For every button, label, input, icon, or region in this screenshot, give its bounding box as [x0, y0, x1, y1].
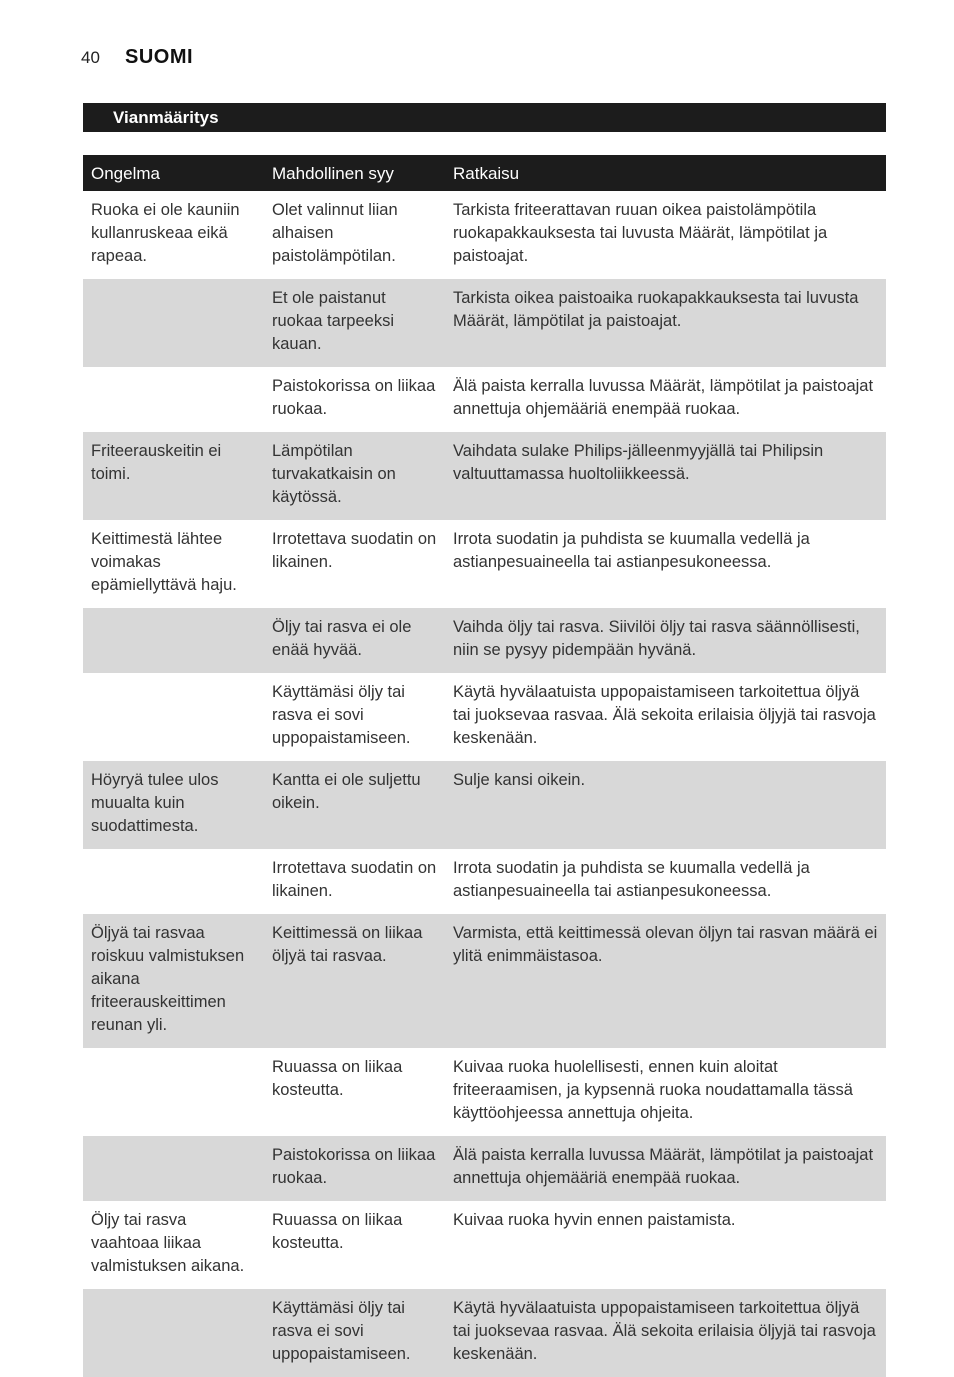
table-row: [83, 279, 886, 367]
cell-solution: Kuivaa ruoka hyvin ennen paistamista.: [453, 1211, 736, 1229]
cell-problem: [83, 673, 264, 761]
cell-problem: [83, 1136, 264, 1201]
table-row: [83, 1136, 886, 1201]
table-row: [83, 1201, 886, 1289]
language-label: SUOMI: [125, 46, 194, 68]
cell-cause: Olet valinnut liian alhaisen paistolämpötilan.: [272, 201, 398, 265]
cell-problem: [83, 279, 264, 367]
table-row: [83, 367, 886, 432]
column-header-problem: Ongelma: [83, 155, 264, 191]
cell-solution: Tarkista friteerattavan ruuan oikea paistolämpötila ruokapakkauksesta tai luvusta Määrät, lämpötilat ja paistoajat.: [453, 201, 828, 265]
cell-cause: Öljy tai rasva ei ole enää hyvää.: [264, 608, 445, 673]
table-row: [83, 761, 886, 849]
table-row: [83, 608, 886, 673]
cell-cause: Ruuassa on liikaa kosteutta.: [272, 1058, 403, 1099]
troubleshooting-table: [83, 155, 886, 1377]
cell-problem: Öljyä tai rasvaa roiskuu valmistuksen aikana friteerauskeittimen reunan yli.: [83, 914, 264, 1048]
column-header-cause: Mahdollinen syy: [264, 155, 445, 191]
cell-solution: Irrota suodatin ja puhdista se kuumalla vedellä ja astianpesuaineella tai astianpesukoneessa.: [453, 859, 810, 900]
cell-cause: Käyttämäsi öljy tai rasva ei sovi uppopaistamiseen.: [264, 1289, 445, 1377]
page-header: [81, 46, 193, 76]
cell-cause: Keittimessä on liikaa öljyä tai rasvaa.: [264, 914, 445, 1048]
table-row: [83, 1289, 886, 1377]
page-number: 40: [81, 48, 100, 67]
cell-problem: Keittimestä lähtee voimakas epämiellyttävä haju.: [91, 530, 237, 594]
cell-problem: [83, 849, 264, 914]
cell-solution: Kuivaa ruoka huolellisesti, ennen kuin aloitat friteeraamisen, ja kypsennä ruoka noudattamalla tässä käyttöohjeessa annettuja ohjeita.: [453, 1058, 853, 1122]
cell-solution: Sulje kansi oikein.: [445, 761, 886, 849]
cell-solution: Irrota suodatin ja puhdista se kuumalla vedellä ja astianpesuaineella tai astianpesukoneessa.: [453, 530, 810, 571]
cell-solution: Tarkista oikea paistoaika ruokapakkauksesta tai luvusta Määrät, lämpötilat ja paistoajat.: [445, 279, 886, 367]
cell-solution: Käytä hyvälaatuista uppopaistamiseen tarkoitettua öljyä tai juoksevaa rasvaa. Älä sekoita erilaisia öljyjä tai rasvoja keskenään.: [453, 683, 876, 747]
table-row: [83, 673, 886, 761]
cell-solution: Vaihdata sulake Philips-jälleenmyyjällä tai Philipsin valtuuttamassa huoltoliikkeessä.: [445, 432, 886, 520]
column-header-solution: Ratkaisu: [445, 155, 886, 191]
table-body: [83, 191, 886, 1377]
cell-problem: Öljy tai rasva vaahtoaa liikaa valmistuksen aikana.: [91, 1211, 245, 1275]
cell-cause: Kantta ei ole suljettu oikein.: [264, 761, 445, 849]
cell-cause: Irrotettava suodatin on likainen.: [272, 530, 437, 571]
table-row: [83, 191, 886, 279]
cell-solution: Käytä hyvälaatuista uppopaistamiseen tarkoitettua öljyä tai juoksevaa rasvaa. Älä sekoita erilaisia öljyjä tai rasvoja keskenään.: [445, 1289, 886, 1377]
cell-cause: Lämpötilan turvakatkaisin on käytössä.: [264, 432, 445, 520]
cell-problem: [83, 1048, 264, 1136]
cell-cause: Paistokorissa on liikaa ruokaa.: [264, 1136, 445, 1201]
table-row: [83, 849, 886, 914]
table-row: [83, 914, 886, 1048]
section-title: Vianmääritys: [83, 103, 886, 132]
cell-problem: [83, 367, 264, 432]
cell-cause: Irrotettava suodatin on likainen.: [272, 859, 437, 900]
cell-problem: Ruoka ei ole kauniin kullanruskeaa eikä rapeaa.: [91, 201, 240, 265]
cell-problem: Höyryä tulee ulos muualta kuin suodattimesta.: [83, 761, 264, 849]
cell-cause: Et ole paistanut ruokaa tarpeeksi kauan.: [264, 279, 445, 367]
cell-solution: Vaihda öljy tai rasva. Siivilöi öljy tai rasva säännöllisesti, niin se pysyy pidempään hyvänä.: [445, 608, 886, 673]
table-row: [83, 520, 886, 608]
cell-problem: Friteerauskeitin ei toimi.: [83, 432, 264, 520]
cell-cause: Käyttämäsi öljy tai rasva ei sovi uppopaistamiseen.: [272, 683, 411, 747]
cell-solution: Älä paista kerralla luvussa Määrät, lämpötilat ja paistoajat annettuja ohjemääriä enempää ruokaa.: [453, 377, 874, 418]
cell-problem: [83, 608, 264, 673]
cell-cause: Paistokorissa on liikaa ruokaa.: [272, 377, 436, 418]
table-header-row: [83, 155, 886, 191]
cell-solution: Varmista, että keittimessä olevan öljyn tai rasvan määrä ei ylitä enimmäistasoa.: [445, 914, 886, 1048]
table-row: [83, 432, 886, 520]
cell-problem: [83, 1289, 264, 1377]
cell-cause: Ruuassa on liikaa kosteutta.: [272, 1211, 403, 1252]
table-row: [83, 1048, 886, 1136]
cell-solution: Älä paista kerralla luvussa Määrät, lämpötilat ja paistoajat annettuja ohjemääriä enempää ruokaa.: [445, 1136, 886, 1201]
